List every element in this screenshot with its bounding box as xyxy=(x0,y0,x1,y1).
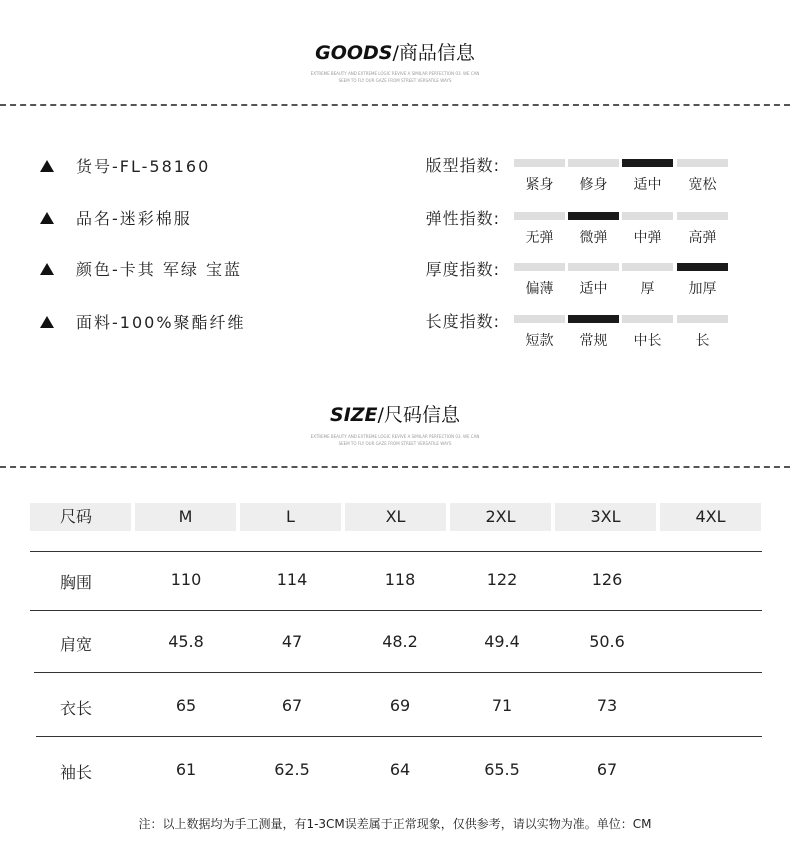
goods-tagline-1: EXTREME BEAUTY AND EXTREME LOGIC REVIVE A SIMILAR PERFECTION 03. WE CAN xyxy=(310,71,480,76)
index-label: 版型指数: xyxy=(425,156,500,175)
index-bar-selected xyxy=(677,263,728,271)
table-cell: 122 xyxy=(486,570,518,589)
goods-title-en: GOODS xyxy=(315,42,393,64)
index-bar-selected xyxy=(568,212,619,220)
table-header-size: M xyxy=(135,503,236,531)
info-text: 品名-迷彩棉服 xyxy=(76,209,192,228)
table-header-size: 4XL xyxy=(660,503,761,531)
index-bar xyxy=(514,263,565,271)
index-option-label: 无弹 xyxy=(525,230,554,246)
info-item-name xyxy=(40,206,192,229)
info-text: 货号-FL-58160 xyxy=(76,157,211,176)
index-label: 厚度指数: xyxy=(425,260,500,279)
triangle-icon xyxy=(40,160,54,172)
size-tagline-2: SEEM TO FLY OUR GAZE FROM STREET VERSATILE WAYS xyxy=(338,441,452,446)
size-section-title xyxy=(0,400,790,427)
size-divider xyxy=(0,466,790,468)
table-header-size: 2XL xyxy=(450,503,551,531)
table-cell: 73 xyxy=(596,696,618,715)
index-bar xyxy=(677,315,728,323)
index-option-label: 中长 xyxy=(633,333,662,349)
index-option-label: 高弹 xyxy=(688,230,717,246)
index-bar xyxy=(677,212,728,220)
index-option-label: 常规 xyxy=(579,333,608,349)
info-item-fabric xyxy=(40,310,246,333)
table-row-divider xyxy=(36,736,762,737)
size-title-cn: /尺码信息 xyxy=(377,404,460,426)
table-row-divider xyxy=(30,551,762,552)
table-cell: 69 xyxy=(389,696,411,715)
index-option-label: 长 xyxy=(695,333,710,349)
index-label: 弹性指数: xyxy=(425,209,500,228)
index-bar xyxy=(568,159,619,167)
index-bar xyxy=(622,263,673,271)
measurement-note: 注：以上数据均为手工测量，有1-3CM误差属于正常现象，仅供参考，请以实物为准。单位：CM xyxy=(138,817,652,831)
table-cell: 64 xyxy=(389,760,411,779)
size-tagline-1: EXTREME BEAUTY AND EXTREME LOGIC REVIVE A SIMILAR PERFECTION 03. WE CAN xyxy=(310,434,480,439)
table-cell: 126 xyxy=(591,570,623,589)
index-option-label: 偏薄 xyxy=(525,281,554,297)
index-bar-selected xyxy=(568,315,619,323)
table-header-label: 尺码 xyxy=(30,503,131,531)
table-cell: 49.4 xyxy=(484,632,520,651)
table-cell: 50.6 xyxy=(589,632,625,651)
index-option-label: 适中 xyxy=(579,281,608,297)
index-bar xyxy=(514,159,565,167)
table-cell: 71 xyxy=(491,696,513,715)
index-option-label: 厚 xyxy=(640,281,655,297)
index-bar xyxy=(622,315,673,323)
table-cell: 61 xyxy=(175,760,197,779)
index-option-label: 修身 xyxy=(579,177,608,193)
index-bar xyxy=(514,212,565,220)
triangle-icon xyxy=(40,263,54,275)
table-row-divider xyxy=(34,672,762,673)
table-cell: 62.5 xyxy=(274,760,310,779)
table-cell: 47 xyxy=(281,632,303,651)
index-bar xyxy=(622,212,673,220)
info-text: 面料-100%聚酯纤维 xyxy=(76,313,246,332)
table-cell: 65.5 xyxy=(484,760,520,779)
goods-title-cn: /商品信息 xyxy=(392,42,475,64)
index-option-label: 中弹 xyxy=(633,230,662,246)
table-row-divider xyxy=(30,610,762,611)
index-bar-selected xyxy=(622,159,673,167)
table-row-label: 衣长 xyxy=(60,699,93,718)
index-option-label: 加厚 xyxy=(688,281,717,297)
goods-divider xyxy=(0,104,790,106)
index-option-label: 适中 xyxy=(633,177,662,193)
table-row-label: 肩宽 xyxy=(60,635,93,654)
table-cell: 65 xyxy=(175,696,197,715)
table-cell: 118 xyxy=(384,570,416,589)
table-cell: 67 xyxy=(596,760,618,779)
triangle-icon xyxy=(40,316,54,328)
info-text: 颜色-卡其 军绿 宝蓝 xyxy=(76,260,242,279)
table-cell: 114 xyxy=(276,570,308,589)
index-option-label: 短款 xyxy=(525,333,554,349)
table-header-size: XL xyxy=(345,503,446,531)
triangle-icon xyxy=(40,212,54,224)
index-bar xyxy=(568,263,619,271)
table-header-size: L xyxy=(240,503,341,531)
goods-section-title xyxy=(0,38,790,65)
table-row-label: 袖长 xyxy=(60,763,93,782)
table-cell: 45.8 xyxy=(168,632,204,651)
table-cell: 48.2 xyxy=(382,632,418,651)
table-row-label: 胸围 xyxy=(60,573,93,592)
table-cell: 110 xyxy=(170,570,202,589)
index-option-label: 紧身 xyxy=(525,177,554,193)
index-option-label: 宽松 xyxy=(688,177,717,193)
index-label: 长度指数: xyxy=(425,312,500,331)
goods-tagline-2: SEEM TO FLY OUR GAZE FROM STREET VERSATILE WAYS xyxy=(338,78,452,83)
table-cell: 67 xyxy=(281,696,303,715)
info-item-code xyxy=(40,154,210,177)
index-bar xyxy=(514,315,565,323)
size-title-en: SIZE xyxy=(330,404,378,426)
info-item-color xyxy=(40,257,242,280)
index-option-label: 微弹 xyxy=(579,230,608,246)
table-header-size: 3XL xyxy=(555,503,656,531)
index-bar xyxy=(677,159,728,167)
